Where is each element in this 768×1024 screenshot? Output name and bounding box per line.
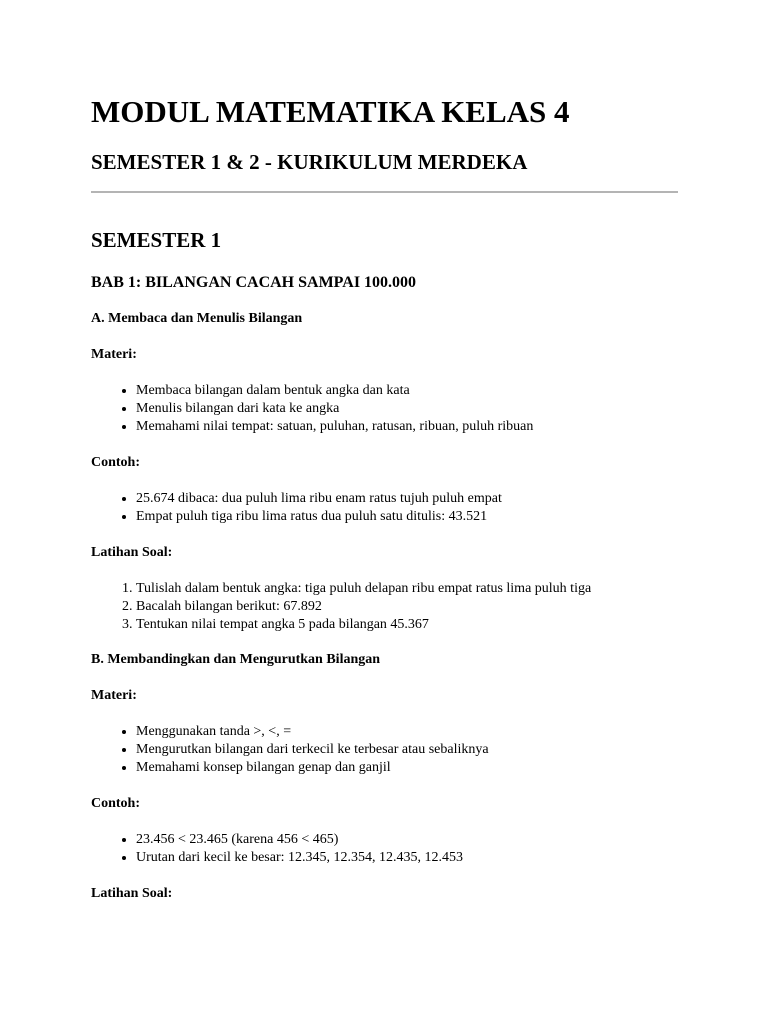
chapter-heading: BAB 1: BILANGAN CACAH SAMPAI 100.000 (91, 274, 417, 291)
section-a-materi-label: Materi: (91, 347, 137, 362)
list-item: • Empat puluh tiga ribu lima ratus dua puluh satu ditulis: 43.521 (136, 508, 678, 526)
section-b-heading: B. Membandingkan dan Mengurutkan Bilangan (91, 652, 381, 667)
section-b-materi-list (91, 723, 678, 777)
document-subtitle: SEMESTER 1 & 2 - KURIKULUM MERDEKA (91, 150, 528, 174)
section-b-contoh-list (91, 831, 678, 867)
list-item: • Urutan dari kecil ke besar: 12.345, 12.354, 12.435, 12.453 (136, 849, 678, 867)
semester-heading: SEMESTER 1 (91, 228, 222, 252)
list-item: • Mengurutkan bilangan dari terkecil ke terbesar atau sebaliknya (136, 741, 678, 759)
list-item: • Memahami nilai tempat: satuan, puluhan, ratusan, ribuan, puluh ribuan (136, 418, 678, 436)
horizontal-divider (91, 191, 678, 193)
list-item: 1. Tulislah dalam bentuk angka: tiga puluh delapan ribu empat ratus lima puluh tiga (136, 580, 678, 598)
section-b-latihan-label: Latihan Soal: (91, 886, 173, 901)
list-item: 3. Tentukan nilai tempat angka 5 pada bilangan 45.367 (136, 616, 678, 634)
document-content (91, 226, 678, 903)
section-a-latihan-label: Latihan Soal: (91, 545, 173, 560)
section-a-contoh-list (91, 490, 678, 526)
section-b-materi-label: Materi: (91, 688, 137, 703)
list-item: • Menggunakan tanda >, <, = (136, 723, 678, 741)
section-a-latihan-list (91, 580, 678, 634)
section-a-materi-list (91, 382, 678, 436)
section-b-contoh-label: Contoh: (91, 796, 141, 811)
list-item: • 25.674 dibaca: dua puluh lima ribu enam ratus tujuh puluh empat (136, 490, 678, 508)
document-title: MODUL MATEMATIKA KELAS 4 (91, 94, 570, 129)
section-a-contoh-label: Contoh: (91, 455, 141, 470)
list-item: • Memahami konsep bilangan genap dan ganjil (136, 759, 678, 777)
list-item: 2. Bacalah bilangan berikut: 67.892 (136, 598, 678, 616)
list-item: • Menulis bilangan dari kata ke angka (136, 400, 678, 418)
list-item: • Membaca bilangan dalam bentuk angka dan kata (136, 382, 678, 400)
list-item: • 23.456 < 23.465 (karena 456 < 465) (136, 831, 678, 849)
section-a-heading: A. Membaca dan Menulis Bilangan (91, 311, 303, 326)
